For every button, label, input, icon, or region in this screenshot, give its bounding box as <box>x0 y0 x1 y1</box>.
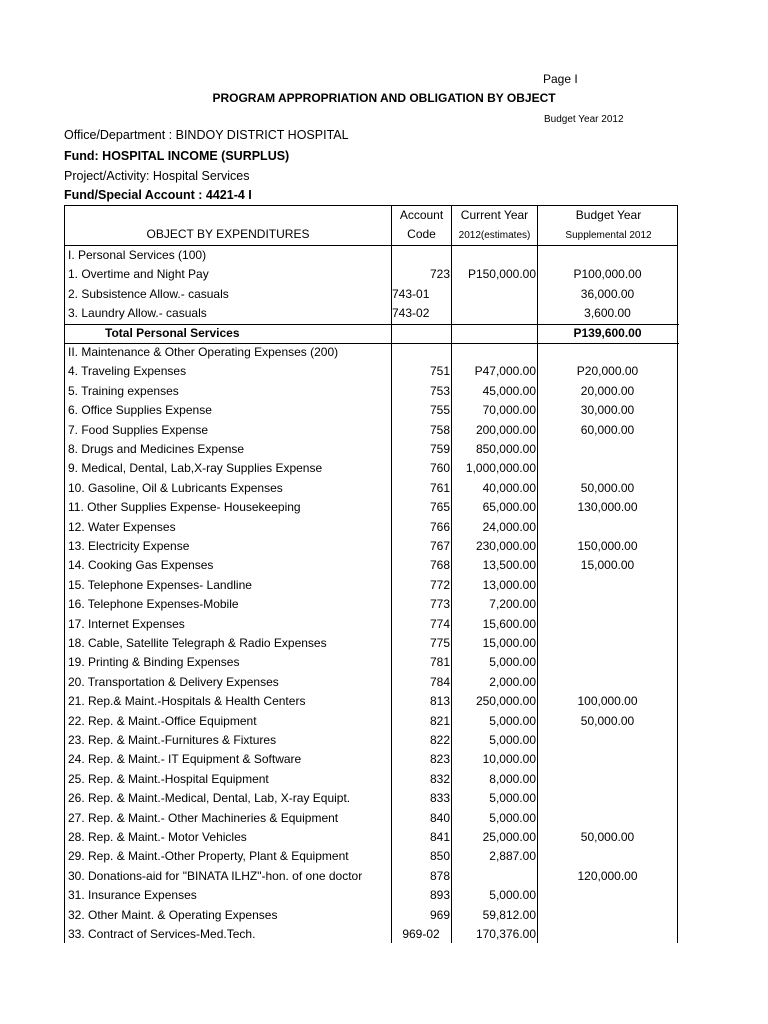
table-row <box>65 828 679 847</box>
account-code-cell: 758 <box>429 422 450 437</box>
current-year-cell: 5,000.00 <box>489 655 536 670</box>
budget-year-cell: 30,000.00 <box>580 403 635 418</box>
header-object: OBJECT BY EXPENDITURES <box>146 227 310 241</box>
object-cell: 16. Telephone Expenses-Mobile <box>68 597 239 612</box>
table-row <box>65 576 679 595</box>
account-code-cell: 765 <box>429 500 450 515</box>
account-code-cell: 766 <box>429 519 450 534</box>
current-year-cell: 2,000.00 <box>489 674 536 689</box>
current-year-cell: 8,000.00 <box>489 771 536 786</box>
current-year-cell: 170,376.00 <box>475 927 536 941</box>
current-year-cell: 250,000.00 <box>475 694 536 709</box>
object-cell: 33. Contract of Services-Med.Tech. <box>68 927 256 941</box>
table-row <box>65 324 679 343</box>
object-cell: 2. Subsistence Allow.- casuals <box>68 286 229 301</box>
table-row <box>65 634 679 653</box>
table-row <box>65 479 679 498</box>
table-row <box>65 789 679 808</box>
account-code-cell: 774 <box>429 616 450 631</box>
object-cell: 30. Donations-aid for "BINATA ILHZ"-hon. of one doctor <box>68 868 363 883</box>
table-row <box>65 906 679 925</box>
object-cell: 11. Other Supplies Expense- Housekeeping <box>68 500 301 515</box>
table-row <box>65 556 679 575</box>
object-cell: 5. Training expenses <box>68 383 179 398</box>
object-cell: 18. Cable, Satellite Telegraph & Radio Expenses <box>68 636 327 650</box>
table-row <box>65 750 679 769</box>
table-row <box>65 401 679 420</box>
object-cell: II. Maintenance & Other Operating Expenses (200) <box>68 345 339 359</box>
object-cell: 19. Printing & Binding Expenses <box>68 655 240 670</box>
budget-year-cell: 150,000.00 <box>577 539 638 553</box>
current-year-cell: P47,000.00 <box>474 364 536 379</box>
account-code-cell: 833 <box>429 791 450 806</box>
object-cell: 26. Rep. & Maint.-Medical, Dental, Lab, X-ray Equipt. <box>68 791 351 806</box>
account-code-cell: 772 <box>429 577 450 592</box>
object-cell: 25. Rep. & Maint.-Hospital Equipment <box>68 771 269 786</box>
table-row <box>65 537 679 556</box>
account-code-cell: 822 <box>429 733 450 747</box>
budget-year-cell: 3,600.00 <box>584 306 631 321</box>
current-year-cell: 5,000.00 <box>489 810 536 825</box>
object-cell: 8. Drugs and Medicines Expense <box>68 442 245 456</box>
object-cell: 17. Internet Expenses <box>68 616 185 631</box>
budget-year-cell: 50,000.00 <box>580 713 635 728</box>
account-code-cell: 751 <box>429 364 450 379</box>
row-divider <box>65 324 679 325</box>
current-year-cell: 5,000.00 <box>489 888 536 903</box>
object-cell: 6. Office Supplies Expense <box>68 403 212 418</box>
account-code-cell: 723 <box>429 267 450 282</box>
row-divider <box>65 343 679 344</box>
table-row <box>65 712 679 731</box>
account-code-cell: 767 <box>429 539 450 553</box>
current-year-cell: 2,887.00 <box>489 849 536 864</box>
table-row <box>65 246 679 265</box>
budget-year-cell: P139,600.00 <box>573 325 642 340</box>
table-row <box>65 265 679 284</box>
budget-year-label: Budget Year 2012 <box>544 114 624 125</box>
account-code-cell: 761 <box>429 480 450 495</box>
account-code-cell: 759 <box>429 442 450 456</box>
header-budget-line1: Budget Year <box>575 208 642 222</box>
account-code-cell: 969 <box>429 907 450 922</box>
header-account-line2: Code <box>407 227 436 241</box>
account-code-cell: 969-02 <box>402 927 440 941</box>
current-year-cell: 15,600.00 <box>482 616 536 631</box>
budget-year-cell: 36,000.00 <box>580 286 635 301</box>
current-year-cell: 25,000.00 <box>482 830 536 844</box>
table-row <box>65 925 679 944</box>
table-row <box>65 809 679 828</box>
expenditure-table <box>64 205 678 943</box>
object-cell: 14. Cooking Gas Expenses <box>68 558 214 573</box>
table-row <box>65 518 679 537</box>
account-code-cell: 760 <box>429 461 450 476</box>
table-row <box>65 673 679 692</box>
object-cell: 3. Laundry Allow.- casuals <box>68 306 207 321</box>
table-row <box>65 595 679 614</box>
header-account-line1: Account <box>399 208 444 222</box>
object-cell: Total Personal Services <box>105 325 240 340</box>
object-cell: 1. Overtime and Night Pay <box>68 267 209 282</box>
table-row <box>65 459 679 478</box>
table-row <box>65 770 679 789</box>
budget-year-cell: 100,000.00 <box>577 694 638 709</box>
account-code-cell: 821 <box>429 713 450 728</box>
budget-year-cell: 120,000.00 <box>577 868 638 883</box>
table-row <box>65 440 679 459</box>
current-year-cell: 40,000.00 <box>482 480 536 495</box>
budget-year-cell: 15,000.00 <box>580 558 635 573</box>
budget-year-cell: 20,000.00 <box>580 383 635 398</box>
current-year-cell: 5,000.00 <box>489 733 536 747</box>
account-code-cell: 832 <box>429 771 450 786</box>
current-year-cell: 59,812.00 <box>482 907 536 922</box>
current-year-cell: 7,200.00 <box>489 597 536 612</box>
budget-year-cell: 130,000.00 <box>577 500 638 515</box>
account-code-cell: 755 <box>429 403 450 418</box>
account-code-cell: 773 <box>429 597 450 612</box>
account-code-cell: 850 <box>429 849 450 864</box>
object-cell: 32. Other Maint. & Operating Expenses <box>68 907 278 922</box>
object-cell: 28. Rep. & Maint.- Motor Vehicles <box>68 830 247 844</box>
header-current-line1: Current Year <box>460 208 529 222</box>
current-year-cell: 200,000.00 <box>475 422 536 437</box>
table-row <box>65 847 679 866</box>
table-row <box>65 304 679 323</box>
table-row <box>65 362 679 381</box>
table-row <box>65 886 679 905</box>
object-cell: 9. Medical, Dental, Lab,X-ray Supplies Expense <box>68 461 323 476</box>
account-code-cell: 841 <box>429 830 450 844</box>
table-row <box>65 731 679 750</box>
account-code-cell: 840 <box>429 810 450 825</box>
project-activity: Project/Activity: Hospital Services <box>64 169 250 183</box>
budget-year-cell: P100,000.00 <box>573 267 642 282</box>
table-row <box>65 421 679 440</box>
current-year-cell: 230,000.00 <box>475 539 536 553</box>
account-code-cell: 781 <box>429 655 450 670</box>
object-cell: 20. Transportation & Delivery Expenses <box>68 674 279 689</box>
budget-year-cell: P20,000.00 <box>576 364 639 379</box>
object-cell: 10. Gasoline, Oil & Lubricants Expenses <box>68 480 283 495</box>
account-code-cell: 775 <box>429 636 450 650</box>
current-year-cell: 13,500.00 <box>482 558 536 573</box>
table-row <box>65 498 679 517</box>
account-code-cell: 784 <box>429 674 450 689</box>
account-code-cell: 768 <box>429 558 450 573</box>
account-code-cell: 893 <box>429 888 450 903</box>
current-year-cell: 10,000.00 <box>482 752 536 767</box>
header-current-line2: 2012(estimates) <box>458 230 531 241</box>
account-code-cell: 823 <box>429 752 450 767</box>
current-year-cell: 5,000.00 <box>489 713 536 728</box>
object-cell: 13. Electricity Expense <box>68 539 190 553</box>
account-code-cell: 813 <box>429 694 450 709</box>
budget-year-cell: 50,000.00 <box>580 480 635 495</box>
budget-year-cell: 50,000.00 <box>580 830 635 844</box>
object-cell: 29. Rep. & Maint.-Other Property, Plant & Equipment <box>68 849 349 864</box>
table-row <box>65 285 679 304</box>
table-row <box>65 692 679 711</box>
current-year-cell: 45,000.00 <box>482 383 536 398</box>
office-department: Office/Department : BINDOY DISTRICT HOSPITAL <box>64 128 349 142</box>
current-year-cell: 65,000.00 <box>482 500 536 515</box>
object-cell: 15. Telephone Expenses- Landline <box>68 577 252 592</box>
document-title: PROGRAM APPROPRIATION AND OBLIGATION BY OBJECT <box>212 91 556 105</box>
object-cell: 4. Traveling Expenses <box>68 364 187 379</box>
current-year-cell: 24,000.00 <box>482 519 536 534</box>
account-code-cell: 753 <box>429 383 450 398</box>
current-year-cell: 850,000.00 <box>475 442 536 456</box>
object-cell: 7. Food Supplies Expense <box>68 422 209 437</box>
current-year-cell: 15,000.00 <box>482 636 536 650</box>
object-cell: 24. Rep. & Maint.- IT Equipment & Software <box>68 752 302 767</box>
account-code-cell: 743-01 <box>392 286 430 301</box>
object-cell: 23. Rep. & Maint.-Furnitures & Fixtures <box>68 733 277 747</box>
table-row <box>65 382 679 401</box>
table-row <box>65 615 679 634</box>
account-code-cell: 878 <box>429 868 450 883</box>
current-year-cell: 1,000,000.00 <box>465 461 536 476</box>
current-year-cell: 70,000.00 <box>482 403 536 418</box>
object-cell: 27. Rep. & Maint.- Other Machineries & Equipment <box>68 810 339 825</box>
header-budget-line2: Supplemental 2012 <box>565 230 652 241</box>
page-label: Page I <box>543 72 578 86</box>
object-cell: 21. Rep.& Maint.-Hospitals & Health Centers <box>68 694 306 709</box>
table-row <box>65 653 679 672</box>
special-account: Fund/Special Account : 4421-4 I <box>64 188 252 202</box>
fund-label: Fund: HOSPITAL INCOME (SURPLUS) <box>64 149 290 163</box>
object-cell: 12. Water Expenses <box>68 519 176 534</box>
object-cell: 22. Rep. & Maint.-Office Equipment <box>68 713 257 728</box>
table-row <box>65 867 679 886</box>
current-year-cell: 5,000.00 <box>489 791 536 806</box>
object-cell: I. Personal Services (100) <box>68 248 207 262</box>
budget-year-cell: 60,000.00 <box>580 422 635 437</box>
current-year-cell: 13,000.00 <box>482 577 536 592</box>
object-cell: 31. Insurance Expenses <box>68 888 197 903</box>
current-year-cell: P150,000.00 <box>467 267 536 282</box>
table-row <box>65 343 679 362</box>
account-code-cell: 743-02 <box>392 306 430 321</box>
